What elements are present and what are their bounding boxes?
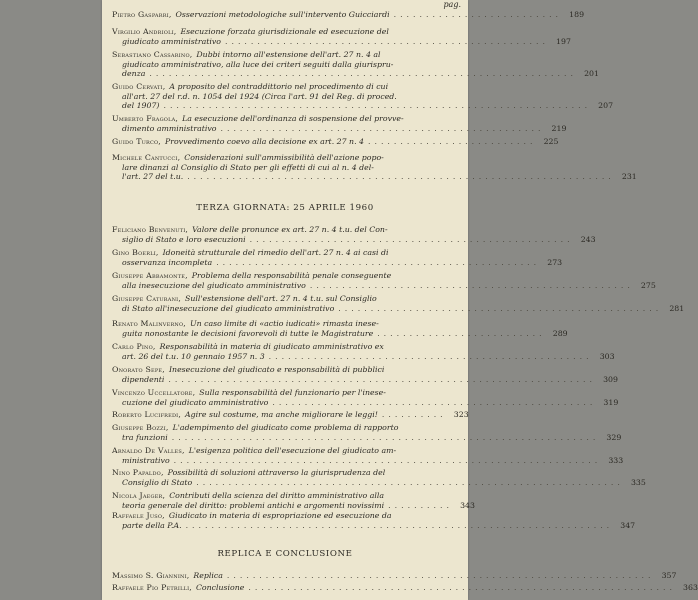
entry-title: del 1907): [122, 101, 160, 111]
toc-entry: Umberto Fragola, La esecuzione dell'ordinanza di sospensione del provve- dimento amministrativo .................................................. 219: [112, 114, 567, 133]
entry-page: 243: [580, 234, 596, 244]
entry-title: L'esigenza politica dell'esecuzione del giudicato am-: [188, 446, 397, 455]
entry-title: art. 26 del t.u. 10 gennaio 1957 n. 3: [122, 351, 265, 361]
entry-author: Sebastiano Cassarino,: [112, 50, 193, 59]
entry-page: 289: [552, 328, 568, 338]
entry-title: Conclusione: [195, 583, 245, 592]
entry-page: 189: [569, 10, 585, 19]
entry-author: Renato Malinverno,: [112, 319, 186, 328]
entry-page: 319: [603, 397, 619, 407]
entry-title: lare dinanzi al Consiglio di Stato per gli effetti di cui al n. 4 del-: [122, 162, 374, 172]
entry-title: dipendenti: [122, 374, 165, 384]
page-column-label: pag.: [443, 0, 461, 9]
entry-author: Gino Boerli,: [112, 248, 159, 257]
entry-title: Provvedimento coevo alla decisione ex art. 27 n. 4: [165, 137, 364, 146]
entry-title: Consiglio di Stato: [122, 477, 193, 487]
entry-title: guita nonostante le decisioni favorevoli di tutte le Magistrature: [122, 328, 374, 338]
entry-title: Esecuzione forzata giurisdizionale ed esecuzione del: [180, 27, 389, 36]
entry-title: teoria generale del diritto: problemi antichi e argomenti novissimi: [122, 500, 385, 510]
toc-entry: Gino Boerli, Idoneità strutturale del rimedio dell'art. 27 n. 4 ai casi di osservanza incompleta .................................................. 273: [112, 248, 563, 267]
entry-page: 309: [603, 374, 618, 384]
entry-title: Osservazioni metodologiche sull'intervento Guicciardi: [175, 10, 390, 19]
entry-title: Sulla responsabilità del funzionario per l'inese-: [199, 388, 386, 397]
section-heading: TERZA GIORNATA: 25 APRILE 1960: [196, 203, 374, 213]
entry-page: 273: [547, 257, 563, 267]
toc-entry: Giuseppe Bozzi, L'adempimento del giudicato come problema di rapporto tra funzioni .................................................................. 329: [112, 423, 622, 442]
entry-title: ministrativo: [122, 455, 170, 465]
entry-author: Giuseppe Bozzi,: [112, 423, 169, 432]
entry-title: Replica: [193, 571, 223, 580]
entry-page: 335: [630, 477, 646, 487]
toc-entry: Vincenzo Uccellatore, Sulla responsabilità del funzionario per l'inese- cuzione del giudicato amministrativo .................................................. 319: [112, 388, 619, 407]
section-heading: REPLICA E CONCLUSIONE: [217, 549, 353, 559]
entry-title: Sull'estensione dell'art. 27 n. 4 t.u. sul Consiglio: [185, 294, 377, 303]
entry-page: 225: [543, 137, 559, 146]
entry-title: alla inesecuzione del giudicato amministrativo: [122, 280, 306, 290]
toc-entry: Virgilio Andrioli, Esecuzione forzata giurisdizionale ed esecuzione del giudicato amministrativo .................................................. 197: [112, 27, 571, 46]
toc-entry: Giuseppe Caturani, Sull'estensione dell'art. 27 n. 4 t.u. sul Consiglio di Stato all'inesecuzione del giudicato amministrativo .................................................. 281: [112, 294, 685, 313]
entry-author: Massimo S. Giannini,: [112, 571, 190, 580]
entry-author: Carlo Pino,: [112, 342, 156, 351]
toc-entry: Michele Cantucci, Considerazioni sull'ammissibilità dell'azione popo- lare dinanzi al Consiglio di Stato per gli effetti di cui al n. 4 del- l'art. 27 del t.u. .................................................................. 231: [112, 153, 637, 182]
entry-author: Giuseppe Caturani,: [112, 294, 182, 303]
entry-title: giudicato amministrativo, alla luce dei criteri seguiti dalla giurispru-: [122, 59, 394, 69]
entry-title: L'adempimento del giudicato come problema di rapporto: [172, 423, 399, 432]
toc-entry: Guido Turco, Provvedimento coevo alla decisione ex art. 27 n. 4 .......................... 225: [112, 137, 559, 146]
entry-page: 219: [551, 123, 567, 133]
toc-entry: Feliciano Benvenuti, Valore delle pronunce ex art. 27 n. 4 t.u. del Con- siglio di Stato e loro esecuzioni .................................................. 243: [112, 225, 596, 244]
entry-author: Giuseppe Abbamonte,: [112, 271, 188, 280]
toc-entry: Giuseppe Abbamonte, Problema della responsabilità penale conseguente alla inesecuzione del giudicato amministrativo .................................................. 275: [112, 271, 656, 290]
entry-title: Idoneità strutturale del rimedio dell'art. 27 n. 4 ai casi di: [162, 248, 389, 257]
entry-author: Nicola Jaeger,: [112, 491, 166, 500]
entry-title: Responsabilità in materia di giudicato amministrativo ex: [159, 342, 384, 351]
entry-title: parte della P.A.: [122, 520, 182, 530]
entry-title: A proposito del contraddittorio nel procedimento di cui: [169, 82, 389, 91]
entry-author: Arnaldo De Valles,: [112, 446, 185, 455]
entry-title: tra funzioni: [122, 432, 168, 442]
entry-page: 281: [669, 303, 685, 313]
entry-title: Un caso limite di «actio iudicati» rimasta inese-: [190, 319, 379, 328]
entry-title: osservanza incompleta: [122, 257, 213, 267]
toc-entry: Carlo Pino, Responsabilità in materia di giudicato amministrativo ex art. 26 del t.u. 10 gennaio 1957 n. 3 .................................................. 303: [112, 342, 615, 361]
entry-author: Onorato Sepe,: [112, 365, 165, 374]
entry-title: dimento amministrativo: [122, 123, 217, 133]
entry-page: 323: [453, 410, 469, 419]
entry-author: Pietro Gasparri,: [112, 10, 172, 19]
entry-author: Virgilio Andrioli,: [112, 27, 177, 36]
entry-title: l'art. 27 del t.u.: [122, 172, 184, 182]
toc-entry: Roberto Lucifredi, Agire sul costume, ma anche migliorare le leggi! .......... 323: [112, 410, 469, 419]
entry-page: 231: [621, 172, 637, 182]
entry-page: 197: [556, 36, 571, 46]
entry-author: Michele Cantucci,: [112, 153, 181, 162]
entry-page: 303: [599, 351, 615, 361]
entry-title: Dubbi intorno all'estensione dell'art. 27 n. 4 al: [196, 50, 381, 59]
entry-title: Agire sul costume, ma anche migliorare le leggi!: [185, 410, 378, 419]
entry-author: Raffaele Juso,: [112, 511, 165, 520]
toc-entry: Raffaele Pio Petrilli, Conclusione .................................................................. 363: [112, 583, 698, 592]
toc-entry: Renato Malinverno, Un caso limite di «actio iudicati» rimasta inese- guita nonostante le decisioni favorevoli di tutte le Magistrature .......................... 289: [112, 319, 568, 338]
toc-entry: Arnaldo De Valles, L'esigenza politica dell'esecuzione del giudicato am- ministrativo .................................................................. 333: [112, 446, 624, 465]
toc-entry: Onorato Sepe, Inesecuzione del giudicato e responsabilità di pubblici dipendenti .................................................................. 309: [112, 365, 618, 384]
entry-title: Valore delle pronunce ex art. 27 n. 4 t.u. del Con-: [192, 225, 388, 234]
book-page: [102, 0, 698, 600]
toc-entry: Nino Papaldo, Possibilità di soluzioni attraverso la giurisprudenza del Consiglio di Stato .................................................................. 335: [112, 468, 646, 487]
entry-title: Contributi della scienza del diritto amministrativo alla: [169, 491, 384, 500]
entry-page: 363: [683, 583, 698, 592]
toc-entry: Raffaele Juso, Giudicato in materia di espropriazione ed esecuzione da parte della P.A. .................................................................. 347: [112, 511, 636, 530]
entry-title: denza: [122, 69, 146, 79]
entry-author: Vincenzo Uccellatore,: [112, 388, 196, 397]
entry-title: Problema della responsabilità penale conseguente: [191, 271, 392, 280]
entry-page: 329: [606, 432, 622, 442]
toc-entry: Guido Cervati, A proposito del contraddittorio nel procedimento di cui all'art. 27 del r.d. n. 1054 del 1924 (Circa l'art. 91 del Reg. di proced. del 1907) .................................................................. 207: [112, 82, 614, 111]
entry-title: La esecuzione dell'ordinanza di sospensione del provve-: [182, 114, 404, 123]
entry-title: Considerazioni sull'ammissibilità dell'azione popo-: [184, 153, 384, 162]
entry-title: cuzione del giudicato amministrativo: [122, 397, 269, 407]
toc-entry: Nicola Jaeger, Contributi della scienza del diritto amministrativo alla teoria generale del diritto: problemi antichi e argomenti novissimi .......... 343: [112, 491, 475, 510]
entry-page: 201: [584, 69, 599, 79]
entry-page: 347: [620, 520, 636, 530]
entry-author: Guido Turco,: [112, 137, 161, 146]
entry-title: Inesecuzione del giudicato e responsabilità di pubblici: [168, 365, 385, 374]
entry-title: Giudicato in materia di espropriazione ed esecuzione da: [168, 511, 392, 520]
entry-title: di Stato all'inesecuzione del giudicato amministrativo: [122, 303, 335, 313]
entry-page: 357: [661, 571, 677, 580]
entry-page: 275: [640, 280, 656, 290]
entry-author: Guido Cervati,: [112, 82, 166, 91]
entry-title: Possibilità di soluzioni attraverso la giurisprudenza del: [167, 468, 386, 477]
entry-author: Feliciano Benvenuti,: [112, 225, 189, 234]
entry-author: Umberto Fragola,: [112, 114, 179, 123]
entry-page: 343: [460, 500, 475, 510]
toc-entry: Massimo S. Giannini, Replica .................................................................. 357: [112, 571, 677, 580]
entry-page: 333: [608, 455, 624, 465]
entry-page: 207: [598, 101, 614, 111]
entry-author: Nino Papaldo,: [112, 468, 164, 477]
entry-author: Roberto Lucifredi,: [112, 410, 182, 419]
toc-entry: Sebastiano Cassarino, Dubbi intorno all'estensione dell'art. 27 n. 4 al giudicato amministrativo, alla luce dei criteri seguiti dalla giurispru- denza .................................................................. 201: [112, 50, 599, 79]
entry-author: Raffaele Pio Petrilli,: [112, 583, 192, 592]
entry-title: siglio di Stato e loro esecuzioni: [122, 234, 246, 244]
entry-title: giudicato amministrativo: [122, 36, 221, 46]
entry-title: all'art. 27 del r.d. n. 1054 del 1924 (Circa l'art. 91 del Reg. di proced.: [122, 91, 397, 101]
toc-entry: Pietro Gasparri, Osservazioni metodologiche sull'intervento Guicciardi .......................... 189: [112, 10, 585, 19]
